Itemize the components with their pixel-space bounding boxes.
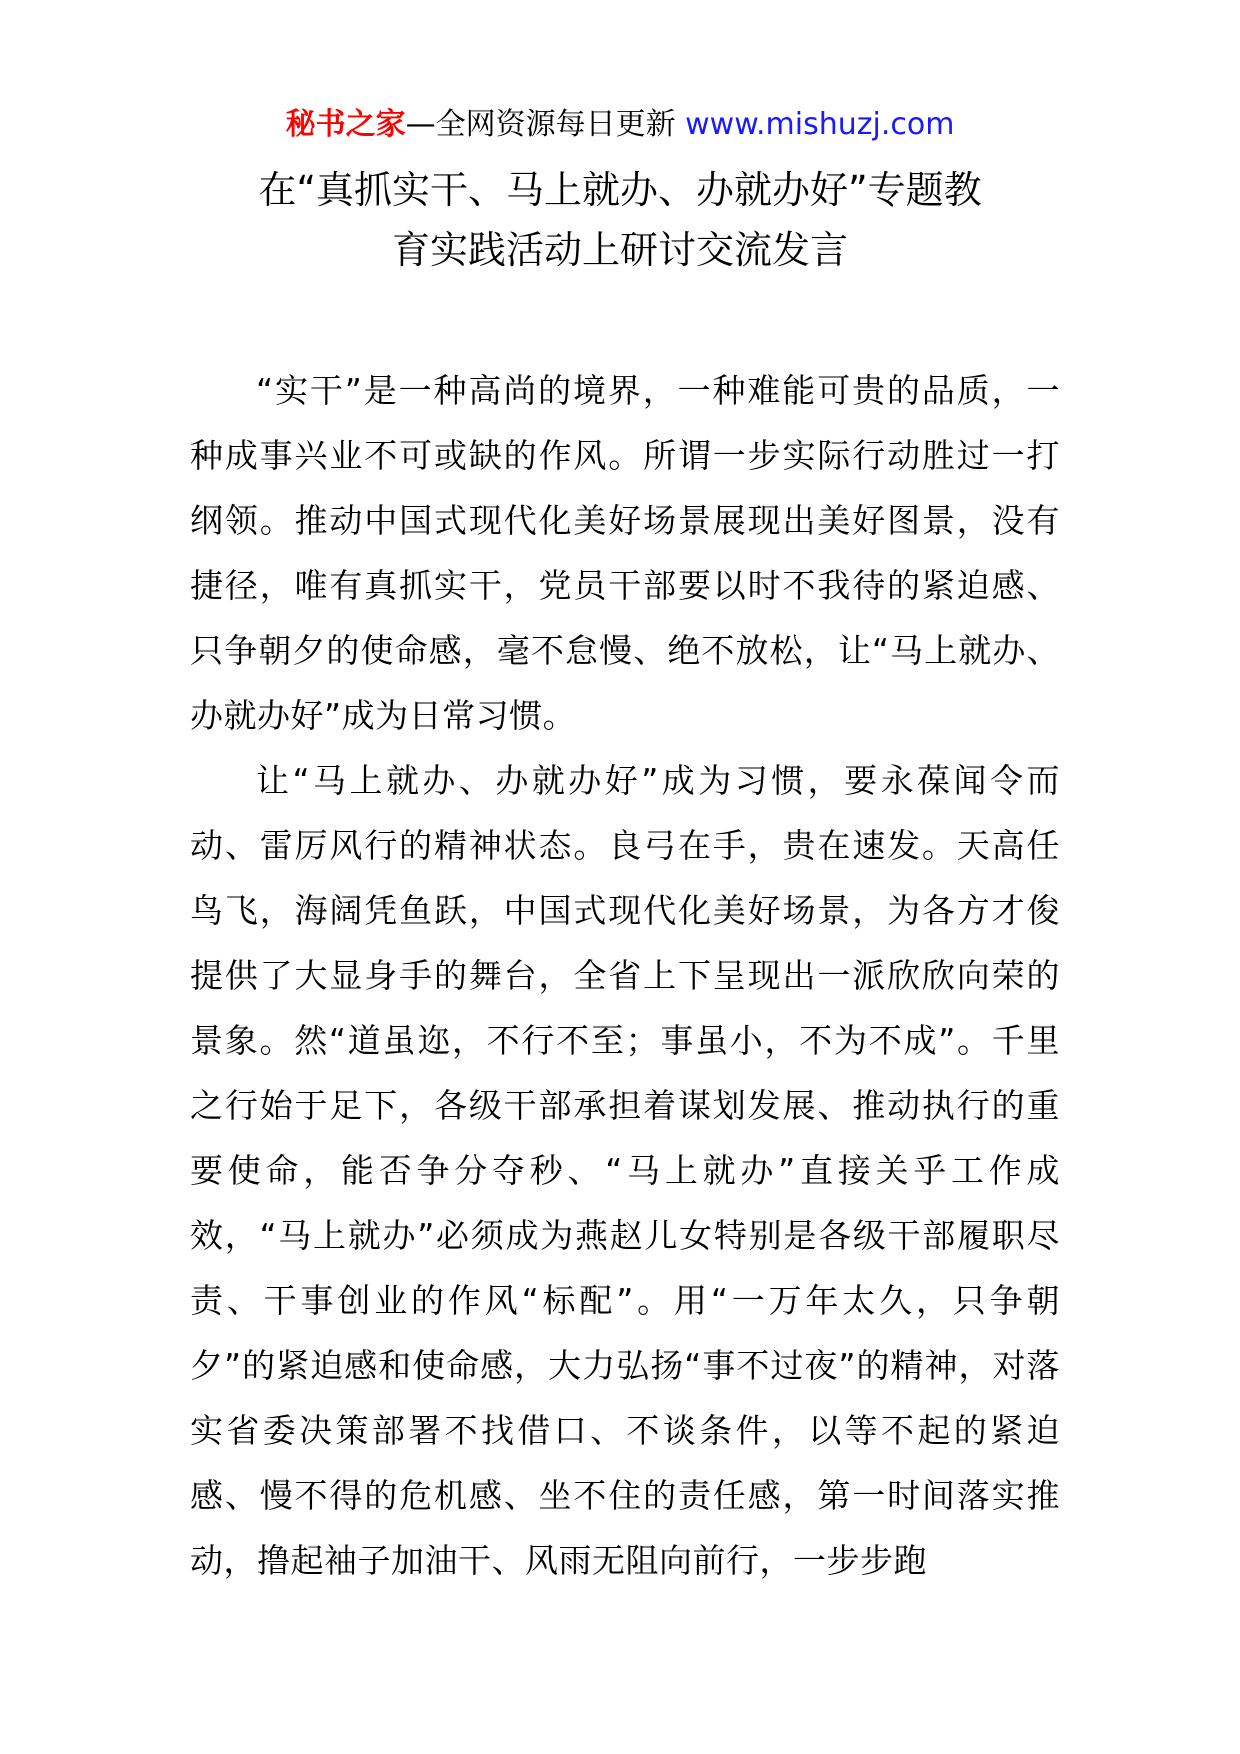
title-line-1: 在“真抓实干、马上就办、办就办好”专题教 — [258, 168, 982, 212]
paragraph-1: “实干”是一种高尚的境界，一种难能可贵的品质，一种成事兴业不可或缺的作风。所谓一步实际行动胜过一打纲领。推动中国式现代化美好场景展现出美好图景，没有捷径，唯有真抓实干，党员干部要以时不我待的紧迫感、只争朝夕的使命感，毫不怠慢、绝不放松，让“马上就办、办就办好”成为日常习惯。 — [190, 371, 1060, 735]
paragraph-2: 让“马上就办、办就办好”成为习惯，要永葆闻令而动、雷厉风行的精神状态。良弓在手，贵在速发。天高任鸟飞，海阔凭鱼跃，中国式现代化美好场景，为各方才俊提供了大显身手的舞台，全省上下呈现出一派欣欣向荣的景象。然“道虽迩，不行不至；事虽小，不为不成”。千里之行始于足下，各级干部承担着谋划发展、推动执行的重要使命，能否争分夺秒、“马上就办”直接关乎工作成效，“马上就办”必须成为燕赵儿女特别是各级干部履职尽责、干事创业的作风“标配”。用“一万年太久，只争朝夕”的紧迫感和使命感，大力弘扬“事不过夜”的精神，对落实省委决策部署不找借口、不谈条件，以等不起的紧迫感、慢不得的危机感、坐不住的责任感，第一时间落实推动，撸起袖子加油干、风雨无阻向前行，一步步跑 — [190, 761, 1060, 1580]
site-url-link[interactable]: www.mishuzj.com — [685, 107, 955, 142]
title-line-2: 育实践活动上研讨交流发言 — [391, 228, 848, 272]
brand-name: 秘书之家 — [285, 107, 406, 142]
site-header — [0, 103, 1240, 147]
header-slogan: —全网资源每日更新 — [405, 107, 676, 142]
document-body — [190, 358, 1060, 1593]
document-title — [190, 160, 1050, 280]
